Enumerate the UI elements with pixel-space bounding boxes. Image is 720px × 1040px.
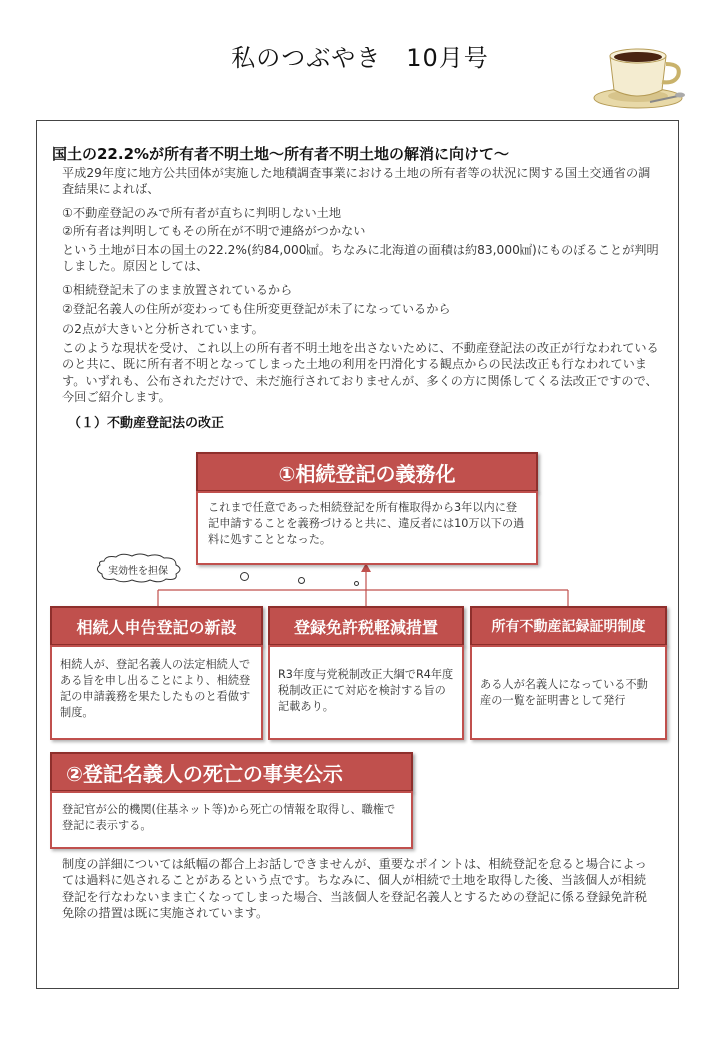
conclusion-paragraph: 制度の詳細については紙幅の都合上お話しできませんが、重要なポイントは、相続登記を怠ると場合によっては過料に処されることがあるという点です。ちなみに、個人が相続で土地を取得した後、当該個人が相続登記を行なわないまま亡くなってしまった場合、当該個人を登記名義人とするための登記に係る登録免許税免除の措置は既に実施されています。	[62, 857, 647, 920]
child-title-tax-relief: 登録免許税軽減措置	[268, 606, 464, 646]
main-obligation-title: ①相続登記の義務化	[196, 452, 538, 492]
coffee-cup-icon	[590, 42, 690, 110]
article-heading: 国土の22.2%が所有者不明土地～所有者不明土地の解消に向けて～	[52, 145, 510, 163]
bubble-dot	[240, 572, 249, 581]
intro-paragraph: 平成29年度に地方公共団体が実施した地積調査事業における土地の所有者等の状況に関する国土交通省の調査結果によれば、	[62, 166, 651, 197]
list-item: ②登記名義人の住所が変わっても住所変更登記が未了になっているから	[62, 302, 451, 316]
death-disclosure-title: ②登記名義人の死亡の事実公示	[50, 752, 413, 792]
page-title: 私のつぶやき 10月号	[231, 44, 489, 72]
main-obligation-body: これまで任意であった相続登記を所有権取得から3年以内に登記申請することを義務づけると共に、違反者には10万以下の過料に処すこととなった。	[196, 491, 538, 565]
child-title-property-record: 所有不動産記録証明制度	[470, 606, 667, 646]
child-body-tax-relief: R3年度与党税制改正大綱でR4年度税制改正にて対応を検討する旨の記載あり。	[268, 645, 464, 740]
child-title-heir-declaration: 相続人申告登記の新設	[50, 606, 263, 646]
death-disclosure-body: 登記官が公的機関(住基ネット等)から死亡の情報を取得し、職権で登記に表示する。	[50, 791, 413, 849]
section-subheading: （１）不動産登記法の改正	[68, 416, 225, 431]
bubble-dot	[298, 577, 305, 584]
bubble-dot	[354, 581, 359, 586]
list-item: ①不動産登記のみで所有者が直ちに判明しない土地	[62, 206, 342, 220]
list-item: ①相続登記未了のまま放置されているから	[62, 283, 293, 297]
child-body-heir-declaration: 相続人が、登記名義人の法定相続人である旨を申し出ることにより、相続登記の申請義務を果たしたものと看做す制度。	[50, 645, 263, 740]
context-paragraph: このような現状を受け、これ以上の所有者不明土地を出さないために、不動産登記法の改正が行なわれているのと共に、既に所有者不明となってしまった土地の利用を円滑化する観点からの民法改正も行なわれています。いずれも、公布されただけで、未だ施行されておりませんが、多くの方に関係してくる法改正ですので、今回ご紹介します。	[62, 341, 659, 404]
cause-summary: の2点が大きいと分析されています。	[62, 322, 264, 336]
child-body-property-record: ある人が名義人になっている不動産の一覧を証明書として発行	[470, 645, 667, 740]
thought-bubble-label: 実効性を担保	[108, 566, 168, 577]
summary-paragraph: という土地が日本の国土の22.2%(約84,000㎢。ちなみに北海道の面積は約83,000㎢)にものぼることが判明しました。原因としては、	[62, 243, 659, 274]
list-item: ②所有者は判明してもその所在が不明で連絡がつかない	[62, 224, 366, 238]
